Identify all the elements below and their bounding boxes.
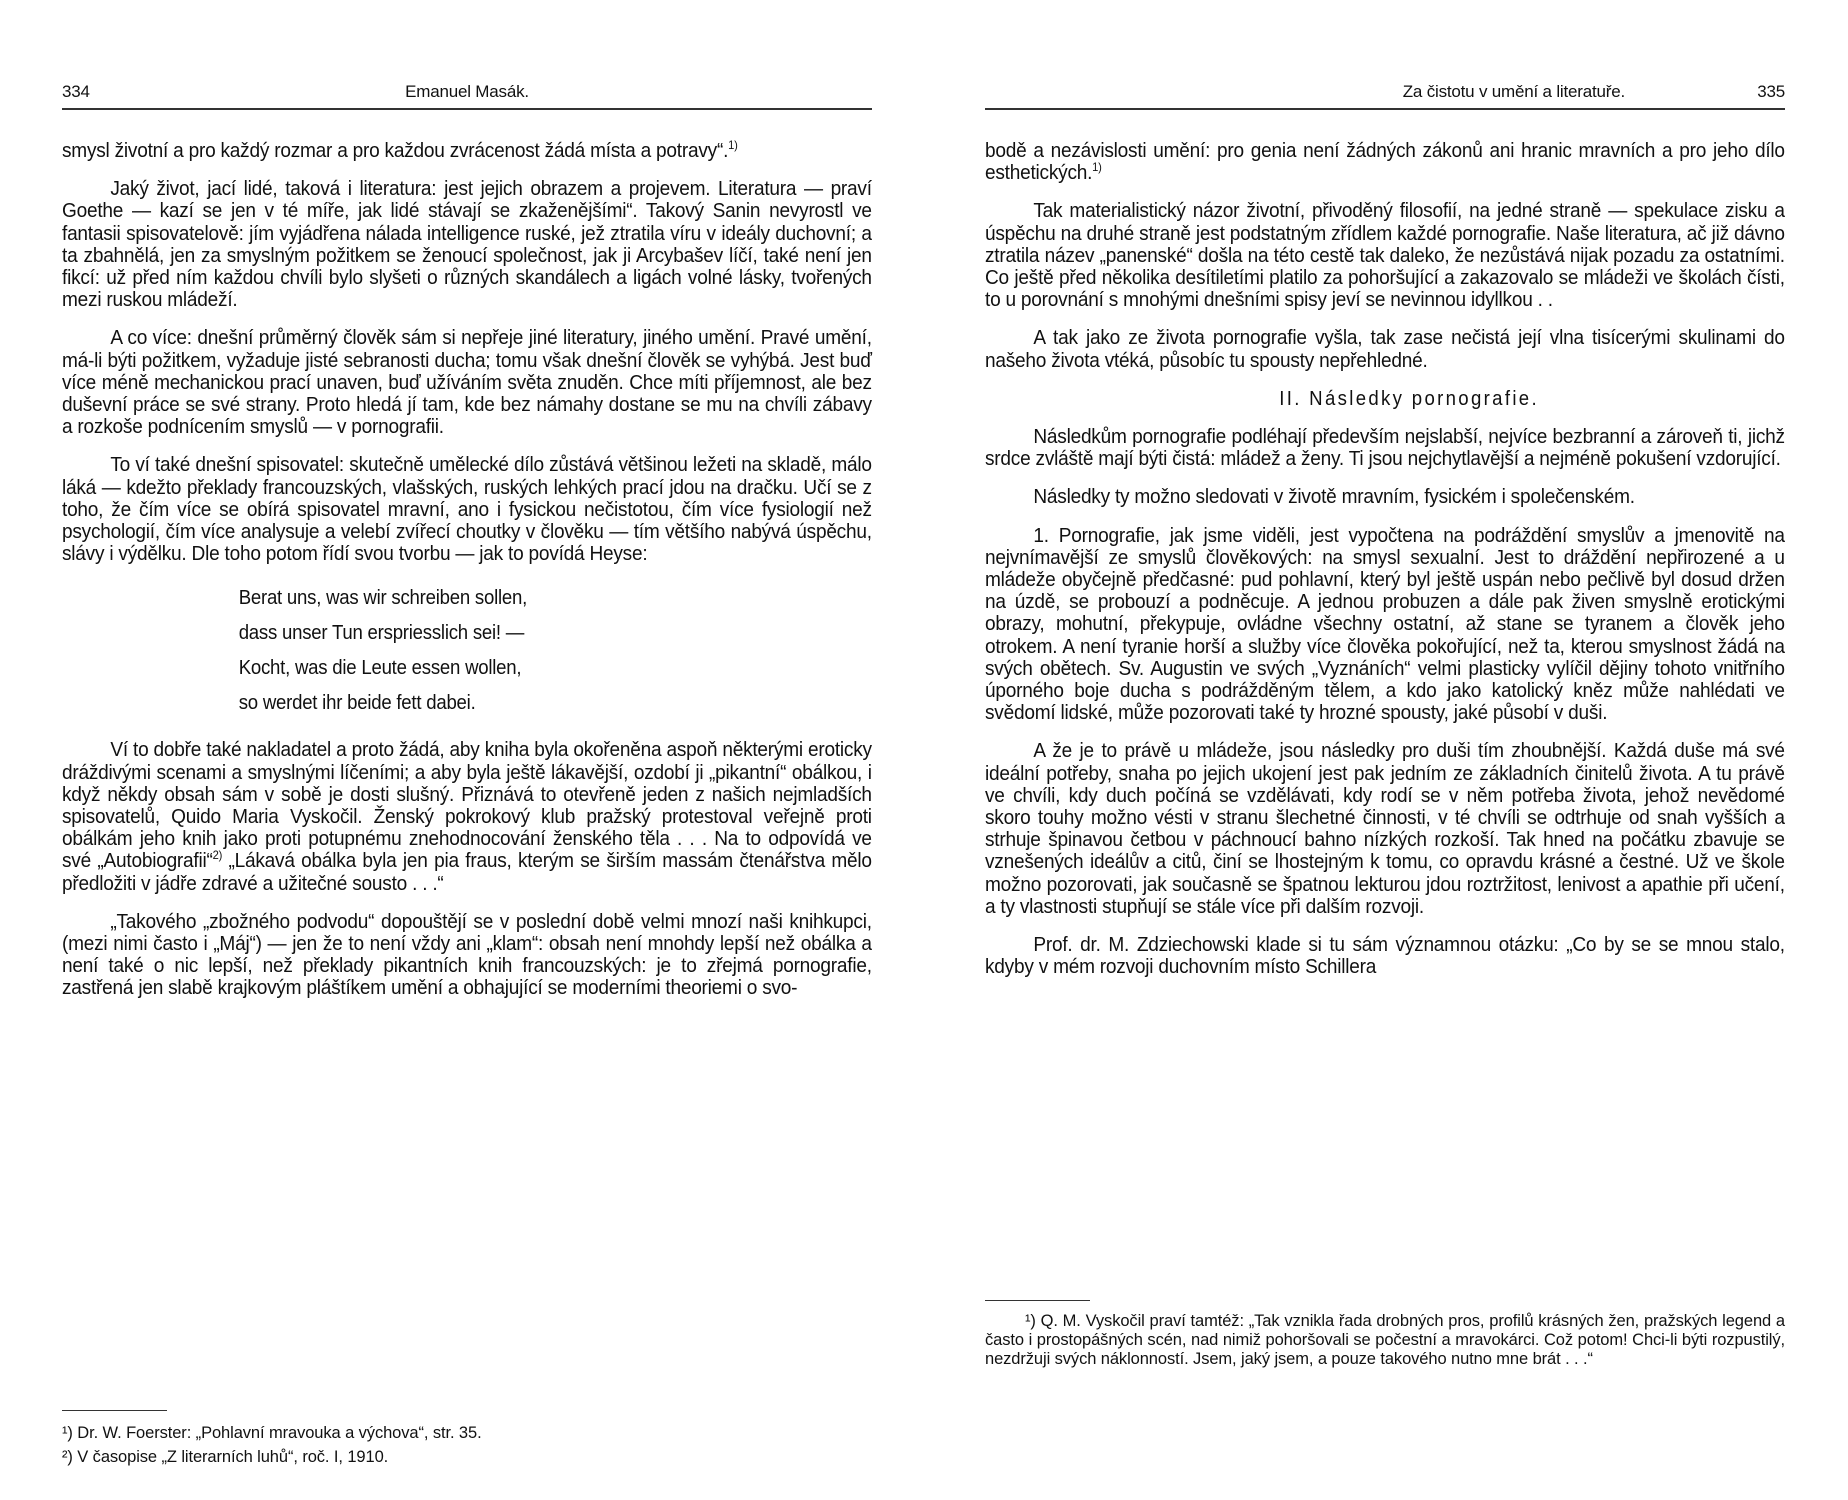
running-head-title: Emanuel Masák. <box>405 82 529 101</box>
header-rule <box>985 108 1785 110</box>
paragraph: A tak jako ze života pornografie vyšla, tak zase nečistá její vlna tisícerými skulinami do našeho života vtéká, působíc tu spousty nepřehledné. <box>985 326 1785 372</box>
page-body <box>62 140 872 1016</box>
paragraph: 1. Pornografie, jak jsme viděli, jest vypočtena na podráždění smyslův a jmenovitě na nejvnímavější ze smyslů člověkových: na smysl sexualní. Jest to dráždění nepřirozené a u mládeže obyčejně předčasné: pud pohlavní, který byl ještě uspán nebo pečlivě byl dosud držen na úzdě, se probouzí a podněcuje. A jednou probuzen a dále pak živen smyslně erotickými obrazy, mohutní, překypuje, ovládne všechny ostatní, až stane se tyranem a člověk jeho otrokem. A není tyranie horší a služby více člověka pokořující, než ta, kterou smyslnost žádá na svých obětech. Sv. Augustin ve svých „Vyznáních“ velmi plasticky vylíčil dějiny tohoto vnitřního úporného boje ducha s podrážděným tělem, a kdo jako katolický kněz může nahlédati ve svědomí lidské, může pozorovati také ty hrozné spousty, jaké působí v duši. <box>985 523 1785 725</box>
footnote: ¹) Q. M. Vyskočil praví tamtéž: „Tak vznikla řada drobných pros, profilů krásných žen, pražských legend a často i prostopášných scén, nad nimiž pohoršovali se počestní a mravokárci. Což potom! Chci-li býti rozpustilý, nezdržuji svých náklonností. Jsem, jaký jsem, a pouze takového nutno mne brát . . .“ <box>985 1312 1785 1368</box>
section-heading: II. Následky pornografie. <box>1279 387 1539 410</box>
verse-line: Berat uns, was wir schreiben sollen, <box>238 587 528 610</box>
page-number: 335 <box>1757 82 1785 101</box>
paragraph: A co více: dnešní průměrný člověk sám si nepřeje jiné literatury, jiného umění. Pravé umění, má-li býti požitkem, vyžaduje jisté sebranosti ducha; tomu však dnešní člověk se vyhýbá. Jest buď více méně mechanickou prací unaven, buď užíváním světa znuděn. Chce míti příjemnost, ale bez duševní práce se své strany. Proto hledá jí tam, kde bez námahy dostane se mu na chvíli zábavy a rozkoše podnícením smyslů — v pornografii. <box>62 326 872 439</box>
footnote: ²) V časopise „Z literarních luhů“, roč. I, 1910. <box>62 1448 389 1466</box>
paragraph: To ví také dnešní spisovatel: skutečně umělecké dílo zůstává většinou ležeti na skladě, málo láká — kdežto překlady francouzských, vlašských, ruských lehkých prací jdou na dračku. Učí se z toho, že čím více se obírá spisovatel mravní, ano i fysickou nečistotou, čím více fysiologií než psychologií, čím více analysuje a velebí zvířecí choutky v člověku — tím většího nabývá úspěchu, slávy i výdělku. Dle toho potom řídí svou tvorbu — jak to povídá Heyse: <box>62 453 872 566</box>
paragraph: Tak materialistický názor životní, přivoděný filosofií, na jedné straně — spekulace zisku a úspěchu na druhé straně jest podstatným zřídlem každé pornografie. Naše literatura, ač již dávno ztratila název „panenské“ došla na této cestě tak daleko, že nezůstává nijak pozadu za ostatními. Co ještě před několika desítiletími platilo za pohoršující a zakazovalo se mládeži ve školách čísti, to u porovnání s mnohými dnešními spisy jeví se nevinnou idyllkou . . <box>985 199 1785 312</box>
footnote-rule <box>985 1300 1090 1301</box>
paragraph: Následkům pornografie podléhají především nejslabší, nejvíce bezbranní a zároveň ti, jichž srdce zvláště mají býti čistá: mládež a ženy. Ti jsou nejchytlavější a nejméně pokušení vzdorující. <box>985 425 1785 471</box>
footnote-ref: 1) <box>728 138 738 153</box>
verse-line: Kocht, was die Leute essen wollen, <box>238 657 522 680</box>
paragraph: bodě a nezávislosti umění: pro genia není žádných zákonů ani hranic mravních a pro jeho dílo esthetických.$^{1)}$ <box>985 139 1785 185</box>
footnote-ref: 1) <box>1092 160 1102 175</box>
paragraph: Ví to dobře také nakladatel a proto žádá, aby kniha byla okořeněna aspoň některými eroticky dráždivými scenami a smyslnými líčeními; a aby byla ještě lákavější, ozdobí ji „pikantní“ obálkou, i když někdy obsah sám v sobě je dosti slušný. Přiznává to otevřeně jeden z našich nejmladších spisovatelů, Quido Maria Vyskočil. Ženský pokrokový klub pražský protestoval veřejně proti obálkám jeho knih jako proti potupnému znehodnocování ženského těla . . . Na to odpovídá ve své „Autobiografii“$^{2)}$ „Lákavá obálka byla jen pia fraus, kterým se širším massám čtenářstva mělo předložiti v jádře zdravé a užitečné sousto . . .“ <box>62 738 872 895</box>
footnote-rule <box>62 1410 167 1411</box>
paragraph: smysl životní a pro každý rozmar a pro každou zvrácenost žádá místa a potravy“.$^{1)}$ <box>62 138 738 162</box>
page-number: 334 <box>62 82 90 101</box>
running-head-title: Za čistotu v umění a literatuře. <box>1402 82 1625 101</box>
paragraph: A že je to právě u mládeže, jsou následky pro duši tím zhoubnější. Každá duše má své ideální potřeby, snaha po jejich ukojení jest pak jedním ze základních činitelů života. A tu právě ve chvíli, kdy duch počíná se vzdělávati, kdy rodí se v něm potřeba života, jehož nevědomé skoro touhy možno vésti v stranu šlechetné činnosti, v té chvíli se odtrhuje od snah vyšších a strhuje špinavou četbou v páchnoucí bahno nízkých rozkoší. Tak hned na počátku zbavuje se vznešených ideálův a citů, činí se lhostejným k tomu, co opravdu krásné a čestné. Už ve škole možno pozorovati, jak současně se špatnou lekturou jdou roztržitost, lenivost a apathie při učení, a ty vlastnosti stupňují se stále více při dalším rozvoji. <box>985 739 1785 918</box>
page-body <box>985 140 1785 995</box>
footnotes <box>62 1424 872 1472</box>
verse-line: dass unser Tun erspriesslich sei! — <box>238 622 525 645</box>
paragraph: Následky ty možno sledovati v životě mravním, fysickém i společenském. <box>1033 485 1635 509</box>
footnotes <box>985 1312 1785 1374</box>
paragraph: „Takového „zbožného podvodu“ dopouštějí se v poslední době velmi mnozí naši knihkupci, (mezi nimi často i „Máj“) — jen že to není vždy ani „klam“: obsah není mnohdy lepší než obálka a není také o nic lepší, než překlady pikantních knih francouzských: je to zřejmá pornografie, zastřená jen slabě krajkovým pláštíkem umění a obhajující se moderními theoriemi o svo- <box>62 909 872 1000</box>
verse-line: so werdet ihr beide fett dabei. <box>238 692 476 715</box>
paragraph: Jaký život, jací lidé, taková i literatura: jest jejich obrazem a projevem. Literatura — praví Goethe — kazí se jen v té míře, jak lidé stávají se zkaženějšími“. Takový Sanin nevyrostl ve fantasii spisovatelově: jím vyjádřena nálada intelligence ruské, jež ztratila víru v ideály duchovní; a ta zbahnělá, jen za smyslným požitkem se ženoucí společnost, jak ji Arcybašev líčí, také není jen fikcí: už před ním každou chvíli bylo slyšeti o různých skandálech a ligách volné lásky, tvořených mezi ruskou mládeží. <box>62 177 872 312</box>
paragraph: Prof. dr. M. Zdziechowski klade si tu sám významnou otázku: „Co by se se mnou stalo, kdyby v mém rozvoji duchovním místo Schillera <box>985 933 1785 979</box>
running-head <box>62 82 872 108</box>
footnote-ref: 2) <box>212 848 223 863</box>
footnote: ¹) Dr. W. Foerster: „Pohlavní mravouka a výchova“, str. 35. <box>62 1424 482 1442</box>
running-head <box>985 82 1785 108</box>
header-rule <box>62 108 872 110</box>
verse-quote <box>62 581 872 721</box>
